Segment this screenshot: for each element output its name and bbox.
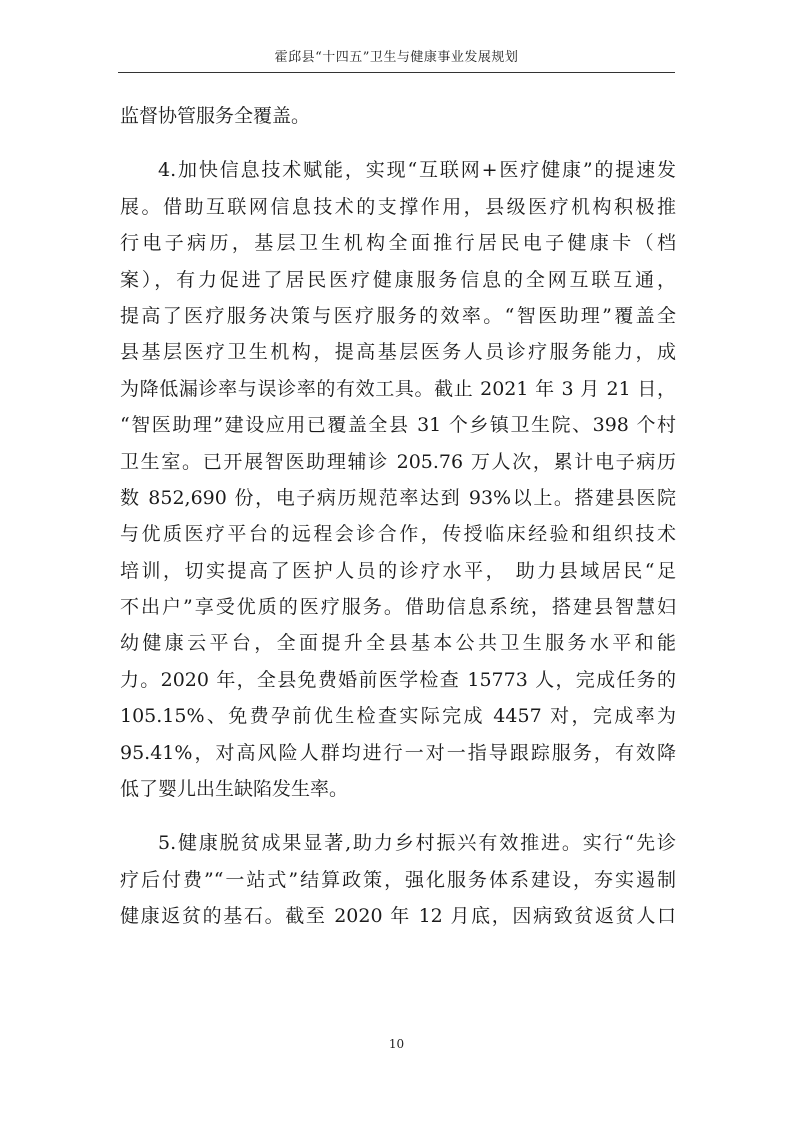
text-line: “智医助理”建设应用已覆盖全县 31 个乡镇卫生院、398 个村 [120, 414, 676, 437]
text-line: 5.健康脱贫成果显著,助力乡村振兴有效推进。实行“先诊 [158, 832, 676, 855]
text-line: 提高了医疗服务决策与医疗服务的效率。“智医助理”覆盖全 [120, 304, 676, 327]
text-line: 低了婴儿出生缺陷发生率。 [120, 778, 349, 801]
text-line: 监督协管服务全覆盖。 [120, 105, 311, 127]
paragraph-information-technology [120, 152, 676, 807]
text-line: 卫生室。已开展智医助理辅诊 205.76 万人次，累计电子病历 [120, 450, 676, 473]
page-number: 10 [388, 1037, 405, 1051]
text-line: 105.15%、免费孕前优生检查实际完成 4457 对，完成率为 [120, 705, 676, 728]
text-line: 力。2020 年，全县免费婚前医学检查 15773 人，完成任务的 [120, 668, 676, 691]
text-line: 95.41%，对高风险人群均进行一对一指导跟踪服务，有效降 [120, 741, 676, 764]
text-line: 数 852,690 份，电子病历规范率达到 93%以上。搭建县医院 [120, 486, 676, 509]
text-line: 疗后付费”“一站式”结算政策，强化服务体系建设，夯实遏制 [120, 868, 676, 891]
text-line: 案），有力促进了居民医疗健康服务信息的全网互联互通， [120, 268, 676, 291]
text-line: 不出户”享受优质的医疗服务。借助信息系统，搭建县智慧妇 [120, 596, 676, 619]
header-rule [118, 72, 675, 73]
body-text [120, 98, 676, 935]
text-line: 展。借助互联网信息技术的支撑作用，县级医疗机构积极推 [120, 195, 676, 218]
text-line: 与优质医疗平台的远程会诊合作，传授临床经验和组织技术 [120, 523, 676, 546]
paragraph-continuation [120, 98, 676, 134]
text-line: 健康返贫的基石。截至 2020 年 12 月底，因病致贫返贫人口 [120, 905, 676, 928]
text-line: 幼健康云平台，全面提升全县基本公共卫生服务水平和能 [120, 632, 676, 655]
header-title: 霍邱县“十四五”卫生与健康事业发展规划 [274, 50, 519, 65]
text-line: 为降低漏诊率与误诊率的有效工具。截止 2021 年 3 月 21 日， [120, 377, 676, 400]
paragraph-health-poverty-alleviation [120, 825, 676, 934]
text-line: 4.加快信息技术赋能，实现“互联网+医疗健康”的提速发 [158, 159, 676, 182]
text-line: 县基层医疗卫生机构，提高基层医务人员诊疗服务能力，成 [120, 341, 676, 364]
text-line: 行电子病历，基层卫生机构全面推行居民电子健康卡（档 [120, 232, 676, 255]
page-header [118, 46, 675, 70]
text-line: 培训，切实提高了医护人员的诊疗水平， 助力县域居民“足 [120, 559, 676, 582]
